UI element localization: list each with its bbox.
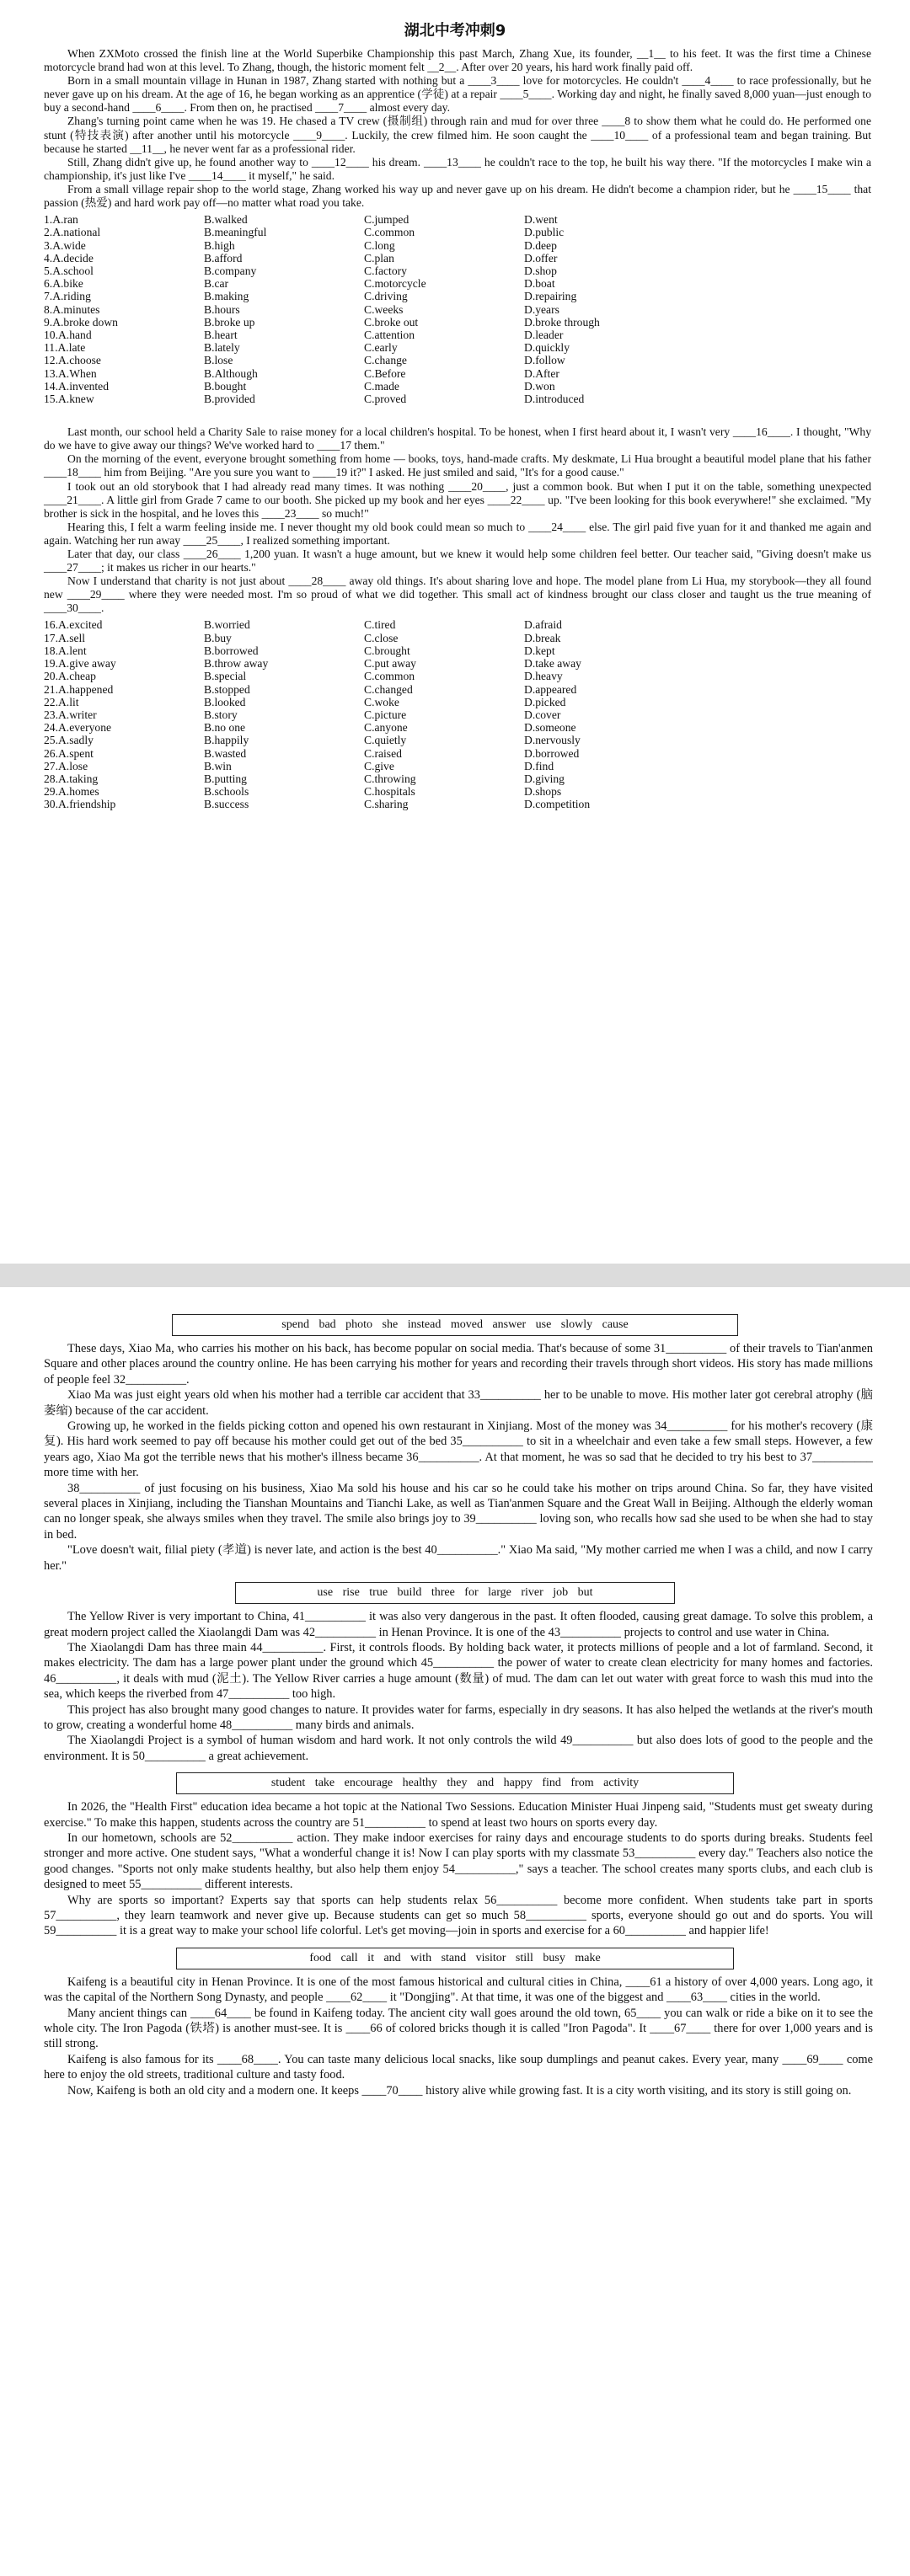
option-row <box>44 380 910 393</box>
option[interactable]: D.giving <box>524 772 565 785</box>
option-row <box>44 632 910 644</box>
option-row <box>44 239 910 252</box>
option[interactable]: 4.A.decide <box>44 251 94 265</box>
option[interactable]: C.plan <box>364 251 394 265</box>
option[interactable]: B.success <box>204 798 249 811</box>
option[interactable]: B.throw away <box>204 657 269 671</box>
paragraph: The Xiaolangdi Dam has three main 44__________. First, it controls floods. By holding back water, it protects millions of people and a lot of farmland. Second, it makes electricity. The dam has a large power plant under the ground which 45__________ the power of water to create clean electricity for many homes and factories. 46__________, it deals with mud (泥土). The Yellow River carries a huge amount (数量) of mud. The dam can let out water with great force to wash this mud into the sea, which keeps the riverbed from 47__________ too high. <box>44 1640 873 1702</box>
passage-one <box>0 47 910 210</box>
page-one <box>0 0 910 1264</box>
paragraph: These days, Xiao Ma, who carries his mother on his back, has become popular on social media. That's because of some 31__________ of their travels to Tian'anmen Square and other places around the country online. He has been carrying his mother for years and recording their travels through short videos. His story has made millions of people feel 32__________. <box>44 1342 873 1387</box>
option[interactable]: D.broke through <box>524 315 600 329</box>
option[interactable]: B.happily <box>204 734 249 747</box>
option[interactable]: C.attention <box>364 328 415 341</box>
option[interactable]: B.bought <box>204 379 247 393</box>
option[interactable]: C.woke <box>364 695 399 708</box>
option[interactable]: 12.A.choose <box>44 354 101 367</box>
paragraph: Kaifeng is also famous for its ____68____. You can taste many delicious local snacks, like soup dumplings and peanut cakes. Every year, many ____69____ come here to enjoy the old streets, traditional culture and tasty food. <box>44 2052 873 2082</box>
paragraph: From a small village repair shop to the world stage, Zhang worked his way up and never gave up on his dream. He didn't become a champion rider, but he ____15____ that passion (热爱) and hard work pay off—no matter what road you take. <box>44 182 871 210</box>
option[interactable]: D.After <box>524 366 559 380</box>
paragraph: Born in a small mountain village in Hunan in 1987, Zhang started with nothing but a ____3____ love for motorcycles. He couldn't ____4____ to race professionally, but he never gave up on his dream. At the age of 16, he began working as an apprentice (学徒) at a repair ____5____. Working day and night, he finally saved 8,000 yuan—just enough to buy a second-hand ____6____. From then on, he practised ____7____ almost every day. <box>44 74 871 115</box>
paragraph: The Yellow River is very important to China, 41__________ it was also very dangerous in the past. It often flooded, causing great damage. To solve this problem, a great modern project called the Xiaolangdi Dam was 42__________ in Henan Province. It is one of the 43__________ projects to control and use water in China. <box>44 1610 873 1639</box>
option[interactable]: C.anyone <box>364 721 408 735</box>
option[interactable]: C.broke out <box>364 315 419 329</box>
option[interactable]: 13.A.When <box>44 366 97 380</box>
paragraph: Now I understand that charity is not just about ____28____ away old things. It's about sharing love and hope. The model plane from Li Hua, my storybook—they all found new ____29____ where they were needed most. I'm so proud of what we did together. This small act of kindness brought our class closer and taught us the true meaning of ____30____. <box>44 575 871 615</box>
option-row <box>44 303 910 316</box>
option[interactable]: B.schools <box>204 785 249 799</box>
option[interactable]: D.shop <box>524 264 557 277</box>
option-row <box>44 657 910 670</box>
option[interactable]: B.heart <box>204 328 238 341</box>
option[interactable]: B.stopped <box>204 682 250 696</box>
option[interactable]: C.weeks <box>364 302 404 316</box>
option[interactable]: B.worried <box>204 618 250 632</box>
passage-four <box>0 1609 910 1764</box>
passage-five <box>0 1799 910 1939</box>
option[interactable]: 15.A.knew <box>44 392 94 405</box>
passage-two <box>0 425 910 615</box>
word-box: food call it and with stand visitor still busy make <box>176 1948 734 1969</box>
paragraph: Still, Zhang didn't give up, he found another way to ____12____ his dream. ____13____ he couldn't race to the top, he built his way there. "If the motorcycles I make win a championship, it's just like I've ____14____ it myself," he said. <box>44 155 871 182</box>
option[interactable]: 17.A.sell <box>44 631 86 644</box>
option[interactable]: C.changed <box>364 682 413 696</box>
options-list-two <box>44 618 910 810</box>
option[interactable]: D.introduced <box>524 392 585 405</box>
option[interactable]: C.common <box>364 670 415 683</box>
option-row <box>44 277 910 290</box>
option[interactable]: 19.A.give away <box>44 657 116 671</box>
option[interactable]: 22.A.lit <box>44 695 79 708</box>
option-row <box>44 367 910 380</box>
paragraph: Zhang's turning point came when he was 19. He chased a TV crew (摄制组) through rain and mud for over three ____8 to show them what he could do. He performed one stunt (特技表演) after another until his motorcycle ____9____. Luckily, the crew filmed him. He soon caught the ____10____ of a professional team and began training. But because he started __11__, he never went far as a professional rider. <box>44 115 871 155</box>
option[interactable]: C.change <box>364 354 407 367</box>
option-row <box>44 734 910 746</box>
option[interactable]: B.walked <box>204 213 248 227</box>
option[interactable]: 2.A.national <box>44 226 101 239</box>
option[interactable]: C.tired <box>364 618 396 632</box>
option[interactable]: B.looked <box>204 695 246 708</box>
option[interactable]: B.buy <box>204 631 232 644</box>
option[interactable]: D.appeared <box>524 682 577 696</box>
paragraph: Last month, our school held a Charity Sale to raise money for a local children's hospital. To be honest, when I first heard about it, I wasn't very ____16____. I thought, "Why do we have to give away our things? We've worked hard to ____17 them." <box>44 425 871 452</box>
option[interactable]: C.factory <box>364 264 407 277</box>
option-row <box>44 798 910 810</box>
option[interactable]: 5.A.school <box>44 264 94 277</box>
option[interactable]: 14.A.invented <box>44 379 110 393</box>
option-row <box>44 683 910 696</box>
option-row <box>44 226 910 238</box>
option[interactable]: D.follow <box>524 354 565 367</box>
option-row <box>44 747 910 760</box>
option[interactable]: C.sharing <box>364 798 409 811</box>
paragraph: 38__________ of just focusing on his business, Xiao Ma sold his house and his car so he could take his mother on trips around China. So far, they have visited several places in Xinjiang, including the Tianshan Mountains and Tianchi Lake, as well as Tian'anmen Square and the Great Wall in Beijing. Although the elderly woman can no longer speak, she always smiles when they travel. The smile also brings joy to 39__________ loving son, who recalls how sad she used to be when she had to stay in bed. <box>44 1481 873 1542</box>
option[interactable]: C.proved <box>364 392 407 405</box>
paragraph: When ZXMoto crossed the finish line at the World Superbike Championship this past March, Zhang Xue, its founder, __1__ to his feet. It was the first time a Chinese motorcycle brand had won at this level. To Zhang, though, the historic moment felt __2__. After over 20 years, his hard work finally paid off. <box>44 47 871 74</box>
passage-three <box>0 1341 910 1574</box>
option-row <box>44 354 910 366</box>
option-row <box>44 213 910 226</box>
option[interactable]: D.years <box>524 302 559 316</box>
paragraph: Why are sports so important? Experts say that sports can help students relax 56__________ become more confident. When students take part in sports 57__________, they learn teamwork and never give up. Because students can get so much 58__________ sports, everyone should go out and do sports. You will 59__________ it is a great way to make your school life colorful. Let's get moving—join in sports and exercise for a 60__________ and happier life! <box>44 1893 873 1938</box>
page-two <box>0 1287 910 2576</box>
paragraph: On the morning of the event, everyone brought something from home — books, toys, hand-made crafts. My deskmate, Li Hua brought a beautiful model plane that his father ____18____ him from Beijing. "Are you sure you want to ____19 it?" I asked. He just smiled and said, "It's for a good cause." <box>44 452 871 479</box>
option[interactable]: 28.A.taking <box>44 772 99 785</box>
option[interactable]: B.no one <box>204 721 246 735</box>
option[interactable]: C.common <box>364 226 415 239</box>
option[interactable]: C.picture <box>364 708 407 721</box>
option-row <box>44 341 910 354</box>
option[interactable]: D.heavy <box>524 670 563 683</box>
paragraph: This project has also brought many good changes to nature. It provides water for farms, especially in dry seasons. It has also helped the wetlands at the river's mouth to grow, creating a wonderful home 48__________ many birds and animals. <box>44 1702 873 1732</box>
option[interactable]: C.close <box>364 631 399 644</box>
option[interactable]: C.brought <box>364 644 410 657</box>
option[interactable]: 26.A.spent <box>44 746 94 760</box>
option[interactable]: 16.A.excited <box>44 618 103 632</box>
option[interactable]: D.kept <box>524 644 555 657</box>
option[interactable]: D.borrowed <box>524 746 580 760</box>
option[interactable]: D.take away <box>524 657 581 671</box>
option[interactable]: 10.A.hand <box>44 328 92 341</box>
option[interactable]: C.long <box>364 238 395 252</box>
option[interactable]: B.broke up <box>204 315 255 329</box>
option[interactable]: C.early <box>364 341 398 355</box>
option[interactable]: C.hospitals <box>364 785 415 799</box>
option[interactable]: D.shops <box>524 785 562 799</box>
word-box: use rise true build three for large river job but <box>235 1582 675 1604</box>
option[interactable]: B.putting <box>204 772 247 785</box>
option[interactable]: B.car <box>204 277 229 291</box>
paragraph: "Love doesn't wait, filial piety (孝道) is never late, and action is the best 40__________." Xiao Ma said, "My mother carried me when I was a child, and now I carry her." <box>44 1543 873 1573</box>
paragraph: Kaifeng is a beautiful city in Henan Province. It is one of the most famous historical and cultural cities in China, ____61 a history of over 4,000 years. Long ago, it was the capital of the Northern Song Dynasty, and people ____62____ it "Dongjing". At that time, it was one of the biggest and ____63____ cities in the world. <box>44 1975 873 2005</box>
option[interactable]: D.break <box>524 631 561 644</box>
option[interactable]: B.making <box>204 290 249 303</box>
option[interactable]: B.hours <box>204 302 240 316</box>
page-separator <box>0 1264 910 1287</box>
option[interactable]: B.provided <box>204 392 255 405</box>
option[interactable]: 29.A.homes <box>44 785 99 799</box>
paragraph: Now, Kaifeng is both an old city and a modern one. It keeps ____70____ history alive while growing fast. It is a city worth visiting, and its story is still going on. <box>67 2083 852 2098</box>
option[interactable]: C.raised <box>364 746 402 760</box>
option[interactable]: C.give <box>364 759 394 772</box>
option[interactable]: D.leader <box>524 328 564 341</box>
option[interactable]: D.find <box>524 759 554 772</box>
option[interactable]: D.offer <box>524 251 558 265</box>
option[interactable]: D.went <box>524 213 558 227</box>
option[interactable]: D.public <box>524 226 565 239</box>
option[interactable]: 7.A.riding <box>44 290 91 303</box>
option[interactable]: B.wasted <box>204 746 247 760</box>
option[interactable]: 6.A.bike <box>44 277 83 291</box>
option-row <box>44 721 910 734</box>
option[interactable]: 25.A.sadly <box>44 734 94 747</box>
option-row <box>44 644 910 657</box>
option[interactable]: D.competition <box>524 798 591 811</box>
option[interactable]: D.repairing <box>524 290 577 303</box>
option[interactable]: 24.A.everyone <box>44 721 112 735</box>
option[interactable]: C.quietly <box>364 734 407 747</box>
options-list-one <box>44 213 910 405</box>
option[interactable]: B.story <box>204 708 238 721</box>
option-row <box>44 708 910 721</box>
option-row <box>44 670 910 682</box>
option[interactable]: 8.A.minutes <box>44 302 100 316</box>
paragraph: In our hometown, schools are 52__________ action. They make indoor exercises for rainy days and encourage students to do sports during breaks. Students feel stronger and more active. One student says, "What a wonderful change it is! Now I can play sports with my classmate 53__________ every day." Teachers also notice the good changes. "Sports not only make students healthy, but also help them enjoy 54__________," says a teacher. The school creates many sports clubs, and each club is designed to meet 55__________ different interests. <box>44 1830 873 1892</box>
option[interactable]: B.company <box>204 264 257 277</box>
option[interactable]: 9.A.broke down <box>44 315 118 329</box>
option-row <box>44 252 910 265</box>
option[interactable]: C.Before <box>364 366 406 380</box>
option-row <box>44 393 910 405</box>
option[interactable]: 27.A.lose <box>44 759 88 772</box>
option-row <box>44 696 910 708</box>
page-title: 湖北中考冲刺9 <box>404 22 506 40</box>
option[interactable]: D.someone <box>524 721 576 735</box>
option[interactable]: 30.A.friendship <box>44 798 116 811</box>
paragraph: The Xiaolangdi Project is a symbol of human wisdom and hard work. It not only controls the wild 49__________ but also does lots of good to the people and the environment. It is 50__________ a great achievement. <box>44 1734 873 1763</box>
option[interactable]: C.throwing <box>364 772 416 785</box>
paragraph: Later that day, our class ____26____ 1,200 yuan. It wasn't a huge amount, but we knew it would help some children feel better. Our teacher said, "Giving doesn't make us ____27____; it makes us richer in our hearts." <box>44 548 871 575</box>
option[interactable]: B.borrowed <box>204 644 259 657</box>
paragraph: I took out an old storybook that I had already read many times. It was nothing ____20____, just a common book. But when I put it on the table, something unexpected ____21____. A little girl from Grade 7 came to our booth. She picked up my book and her eyes ____22____ up. "I've been looking for this book everywhere!" she exclaimed. "My brother is sick in the hospital, and he loves this ____23____ so much!" <box>44 479 871 520</box>
option[interactable]: B.lose <box>204 354 233 367</box>
option-row <box>44 618 910 631</box>
option-row <box>44 290 910 302</box>
option-row <box>44 316 910 329</box>
option[interactable]: 1.A.ran <box>44 213 78 227</box>
option[interactable]: C.made <box>364 379 399 393</box>
option-row <box>44 329 910 341</box>
option[interactable]: D.won <box>524 379 555 393</box>
option-row <box>44 760 910 772</box>
paragraph: Hearing this, I felt a warm feeling inside me. I never thought my old book could mean so much to ____24____ else. The girl paid five yuan for it and thanked me again and again. Watching her run away ____25____, I realized something important. <box>44 520 871 547</box>
option[interactable]: D.cover <box>524 708 561 721</box>
option[interactable]: B.lately <box>204 341 240 355</box>
option[interactable]: B.win <box>204 759 232 772</box>
option-row <box>44 785 910 798</box>
option[interactable]: D.deep <box>524 238 557 252</box>
option[interactable]: 3.A.wide <box>44 238 86 252</box>
option[interactable]: D.picked <box>524 695 566 708</box>
option[interactable]: 20.A.cheap <box>44 670 96 683</box>
option[interactable]: 21.A.happened <box>44 682 114 696</box>
option[interactable]: D.quickly <box>524 341 570 355</box>
option[interactable]: 11.A.late <box>44 341 86 355</box>
option[interactable]: B.meaningful <box>204 226 267 239</box>
option[interactable]: B.special <box>204 670 247 683</box>
option[interactable]: 23.A.writer <box>44 708 97 721</box>
paragraph: In 2026, the "Health First" education idea became a hot topic at the National Two Sessions. Education Minister Huai Jinpeng said, "Students must get sweaty during exercise." To make this happen, students across the country are 51__________ to spend at least two hours on sports every day. <box>44 1800 873 1830</box>
passage-six <box>0 1975 910 2098</box>
option[interactable]: C.driving <box>364 290 408 303</box>
option[interactable]: 18.A.lent <box>44 644 87 657</box>
option-row <box>44 772 910 785</box>
option[interactable]: C.jumped <box>364 213 410 227</box>
option[interactable]: D.afraid <box>524 618 562 632</box>
paragraph: Xiao Ma was just eight years old when his mother had a terrible car accident that 33__________ her to be unable to move. His mother later got cerebral atrophy (脑萎缩) because of the car accident. <box>44 1388 873 1418</box>
option[interactable]: B.high <box>204 238 235 252</box>
word-box: spend bad photo she instead moved answer use slowly cause <box>172 1314 738 1336</box>
option[interactable]: D.nervously <box>524 734 581 747</box>
word-box: student take encourage healthy they and happy find from activity <box>176 1772 734 1794</box>
option-row <box>44 265 910 277</box>
paragraph: Growing up, he worked in the fields picking cotton and opened his own restaurant in Xinjiang. Most of the money was 34__________ for his mother's recovery (康复). His hard work seemed to pay off because his mother could get out of the bed 35__________ to sit in a wheelchair and even take a few small steps. However, a few years ago, Xiao Ma got the terrible news that his mother's illness became 36__________. At that moment, he was so sad that he decided to try his best to 37__________ more time with her. <box>44 1419 873 1480</box>
option[interactable]: B.afford <box>204 251 243 265</box>
paragraph: Many ancient things can ____64____ be found in Kaifeng today. The ancient city wall goes around the old town, 65____ you can walk or ride a bike on it to see the whole city. The Iron Pagoda (铁塔) is another must-see. It is ____66 of colored bricks though it is called "Iron Pagoda". It ____67____ there for over 1,000 years and is still strong. <box>44 2006 873 2051</box>
option[interactable]: C.put away <box>364 657 416 671</box>
option[interactable]: D.boat <box>524 277 555 291</box>
option[interactable]: B.Although <box>204 366 258 380</box>
option[interactable]: C.motorcycle <box>364 277 426 291</box>
